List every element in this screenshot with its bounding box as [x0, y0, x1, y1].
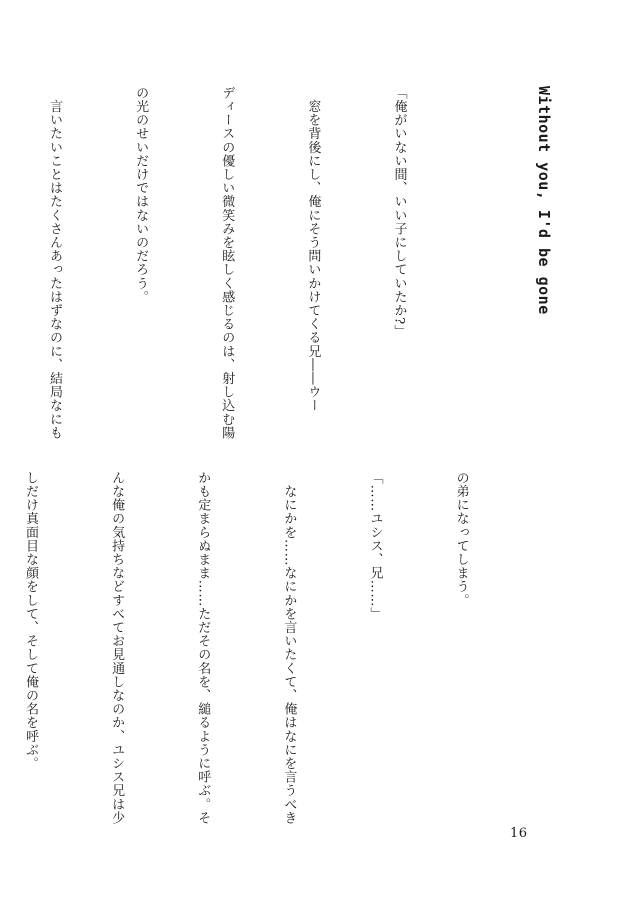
- text-line: 「……ユシス、兄……」: [367, 471, 383, 621]
- text-line: んな俺の気持ちなどすべてお見通しなのか、ユシス兄は少: [109, 471, 125, 825]
- text-line: の弟になってしまう。: [453, 471, 469, 607]
- text-line: しだけ真面目な顔をして、そして俺の名を呼ぶ。: [23, 471, 39, 771]
- text-line: 「俺がいない間、いい子にしていたか?」: [391, 86, 407, 339]
- text-line: ディースの優しい微笑みを眩しく感じるのは、射し込む陽: [219, 86, 235, 440]
- text-line: かも定まらぬまま……ただその名を、縋るように呼ぶ。そ: [195, 471, 211, 825]
- text-line: 窓を背後にし、俺にそう問いかけてくる兄――ウー: [305, 86, 321, 413]
- lower-text-block: [23, 471, 532, 827]
- page-number: 16: [510, 826, 528, 841]
- upper-text-block: [47, 86, 556, 462]
- chapter-title: Without you, I'd be gone: [535, 86, 553, 315]
- spacer-line: [470, 86, 499, 462]
- text-line: 言いたいことはたくさんあったはずなのに、結局なにも: [47, 86, 63, 440]
- text-line: なにかを……なにかを言いたくて、俺はなにを言うべき: [281, 471, 297, 825]
- text-line: の光のせいだけではないのだろう。: [133, 86, 149, 304]
